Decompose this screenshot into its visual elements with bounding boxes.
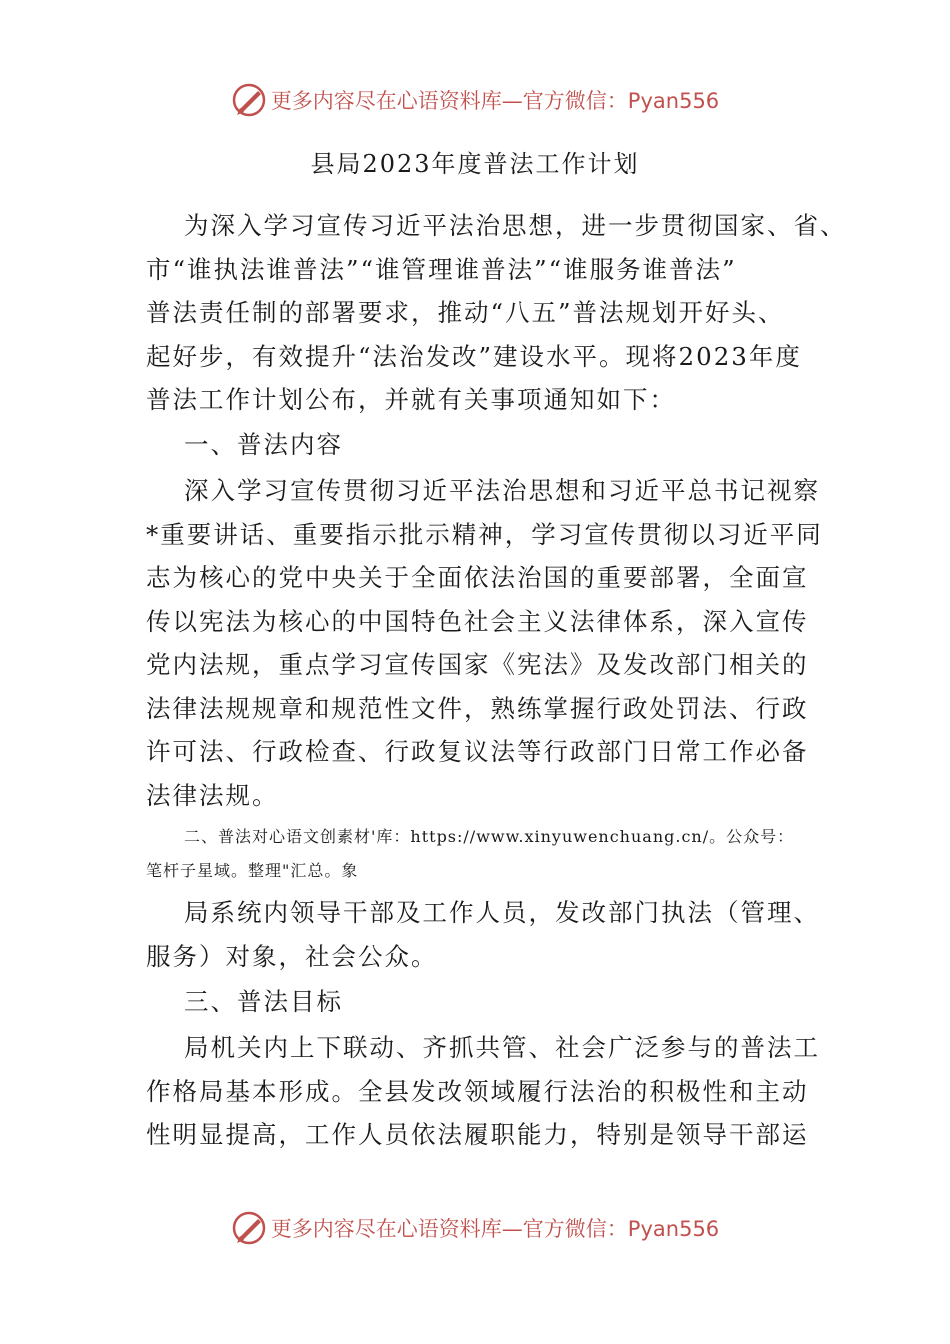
pen-logo-icon bbox=[231, 82, 267, 118]
body-line: 普法责任制的部署要求，推动“八五”普法规划开好头、 bbox=[146, 298, 785, 327]
section-heading: 一、普法内容 bbox=[184, 430, 343, 459]
body-line: *重要讲话、重要指示批示精神，学习宣传贯彻以习近平同 bbox=[146, 520, 823, 549]
body-line: 普法工作计划公布，并就有关事项通知如下： bbox=[146, 385, 676, 414]
body-line: 法律法规规章和规范性文件，熟练掌握行政处罚法、行政 bbox=[146, 694, 809, 723]
section-heading-watermark: 二、普法对心语文创素材'库：https://www.xinyuwenchuang.cn/。公众号： bbox=[184, 827, 795, 846]
body-line: 局系统内领导干部及工作人员，发改部门执法（管理、 bbox=[184, 898, 820, 927]
body-line: 局机关内上下联动、齐抓共管、社会广泛参与的普法工 bbox=[184, 1033, 820, 1062]
body-line: 性明显提高，工作人员依法履职能力，特别是领导干部运 bbox=[146, 1120, 809, 1149]
footer-banner bbox=[0, 1210, 950, 1246]
header-banner bbox=[0, 82, 950, 118]
body-line: 许可法、行政检查、行政复议法等行政部门日常工作必备 bbox=[146, 737, 809, 766]
body-line: 为深入学习宣传习近平法治思想，进一步贯彻国家、省、 bbox=[184, 211, 847, 240]
body-line: 市“谁执法谁普法”“谁管理谁普法”“谁服务谁普法” bbox=[146, 255, 737, 284]
header-banner-text: 更多内容尽在心语资料库—官方微信：Pyan556 bbox=[270, 89, 720, 113]
body-line: 法律法规。 bbox=[146, 781, 279, 810]
document-title: 县局2023年度普法工作计划 bbox=[310, 150, 640, 178]
pen-logo-icon bbox=[231, 1210, 267, 1246]
body-line: 起好步，有效提升“法治发改”建设水平。现将2023年度 bbox=[146, 342, 802, 371]
body-line: 服务）对象，社会公众。 bbox=[146, 942, 438, 971]
body-line: 深入学习宣传贯彻习近平法治思想和习近平总书记视察 bbox=[184, 476, 820, 505]
body-line: 党内法规，重点学习宣传国家《宪法》及发改部门相关的 bbox=[146, 650, 809, 679]
footer-banner-text: 更多内容尽在心语资料库—官方微信：Pyan556 bbox=[270, 1217, 720, 1241]
section-heading: 三、普法目标 bbox=[184, 987, 343, 1016]
body-line: 志为核心的党中央关于全面依法治国的重要部署，全面宣 bbox=[146, 563, 809, 592]
watermark-line: 笔杆子星域。整理"汇总。象 bbox=[146, 861, 359, 880]
body-line: 传以宪法为核心的中国特色社会主义法律体系，深入宣传 bbox=[146, 607, 809, 636]
body-line: 作格局基本形成。全县发改领域履行法治的积极性和主动 bbox=[146, 1077, 809, 1106]
